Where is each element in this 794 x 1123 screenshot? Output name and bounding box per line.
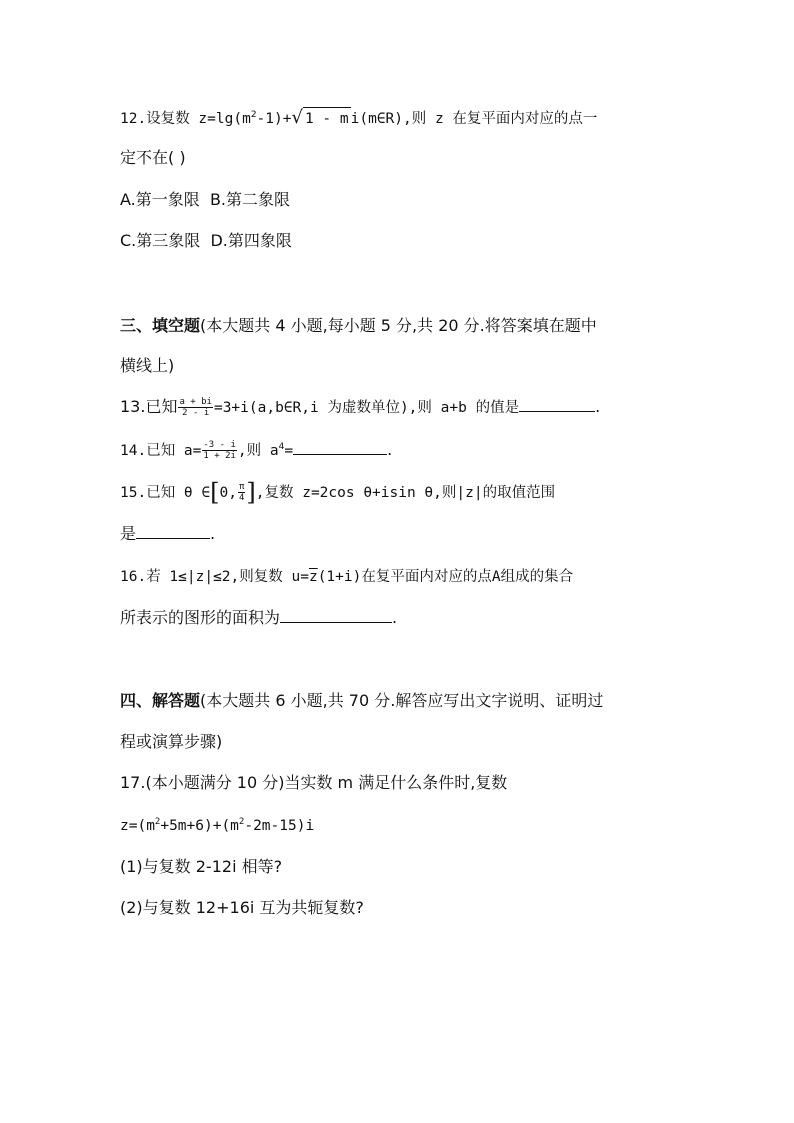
q15-line2 [120,523,215,545]
sec4-line1 [120,690,603,712]
q15-end: . [210,524,216,543]
q16-answer-blank[interactable] [280,608,392,623]
q17-sup-b: 2 [238,817,245,827]
q17-sub2: (2)与复数 12+16i 互为共轭复数? [120,898,364,917]
q16-suffix: (1+i)在复平面内对应的点A组成的集合 [317,569,574,585]
q15-line1 [120,478,556,507]
q12-text-a: 12.设复数 z=lg(m [120,111,251,127]
q12-options-cd [120,230,292,252]
q12-sup: 2 [250,110,257,120]
q13-answer-blank[interactable] [519,397,595,412]
q14-fraction [202,440,237,461]
sec3-line1 [120,315,597,337]
q17-sup-a: 2 [154,817,161,827]
q16-zbar: $\overline{z}$ [308,569,318,585]
q14-num: -3 - i [203,440,236,450]
q14-mid: ,则 a [237,443,279,459]
q14-answer-blank[interactable] [293,440,387,455]
q15-suffix: ,复数 z=2cos θ+isin θ,则|z|的取值范围 [255,485,556,501]
q13-prefix: 13.已知 [120,397,178,416]
sec4-heading: 四、解答题 [120,691,201,710]
q15-interval: 0, [219,485,237,501]
q15-left-bracket: [ [210,478,220,507]
q13-den: 2 - i [182,408,210,418]
q12-option-b: B.第二象限 [209,190,291,209]
q13-suffix: =3+i(a,b∈R,i 为虚数单位),则 a+b 的值是 [213,400,520,416]
q17-text-c: -2m-15)i [244,818,315,834]
q14-sup: 4 [278,442,285,452]
q14-eq: = [284,443,294,459]
q17-line1: 17.(本小题满分 10 分)当实数 m 满足什么条件时,复数 [120,773,508,792]
q17-text-b: +5m+6)+(m [160,818,239,834]
q12-line1 [120,107,597,130]
sec4-desc1: (本大题共 6 小题,共 70 分.解答应写出文字说明、证明过 [200,691,604,710]
q12-option-d: D.第四象限 [210,231,292,250]
q17-text-a: z=(m [120,818,155,834]
q12-text-b: -1)+ [256,111,292,127]
q12-line2: 定不在( ) [120,148,186,167]
q12-option-c: C.第三象限 [120,231,201,250]
q16-line2-text: 所表示的图形的面积为 [120,608,281,627]
q12-option-a: A.第一象限 [120,190,200,209]
q15-answer-blank[interactable] [136,524,210,539]
sec3-heading: 三、填空题 [120,316,201,335]
q12-sqrt-body: 1 - m [303,107,351,130]
q15-pi-num: π [238,482,245,492]
q17-sub1: (1)与复数 2-12i 相等? [120,857,283,876]
q16-end: . [392,608,398,627]
q14-prefix: 14.已知 a= [120,443,202,459]
q15-right-bracket: ] [246,478,256,507]
q14-den: 1 + 2i [203,451,236,461]
sec3-desc1: (本大题共 4 小题,每小题 5 分,共 20 分.将答案填在题中 [200,316,597,335]
q14-line [120,439,392,462]
q13-line [120,396,600,419]
q13-num: a + bi [179,397,212,407]
q14-end: . [387,440,393,459]
q16-line2 [120,607,397,629]
sec3-desc2: 横线上) [120,356,175,375]
q15-line2-text: 是 [120,524,137,543]
q15-prefix: 15.已知 θ ∈ [120,485,211,501]
sec4-desc2: 程或演算步骤) [120,732,223,751]
q15-pi-fraction [238,482,245,503]
q16-line1 [120,565,573,588]
q12-sqrt: √ 1 - m [291,107,349,128]
q13-end: . [595,397,601,416]
q12-text-c: i(m∈R),则 z 在复平面内对应的点一 [350,111,598,127]
q16-prefix: 16.若 1≤|z|≤2,则复数 u= [120,569,309,585]
q15-pi-den: 4 [238,493,245,503]
q13-fraction [178,397,213,418]
q12-options-ab [120,189,290,211]
q17-line2 [120,815,314,837]
